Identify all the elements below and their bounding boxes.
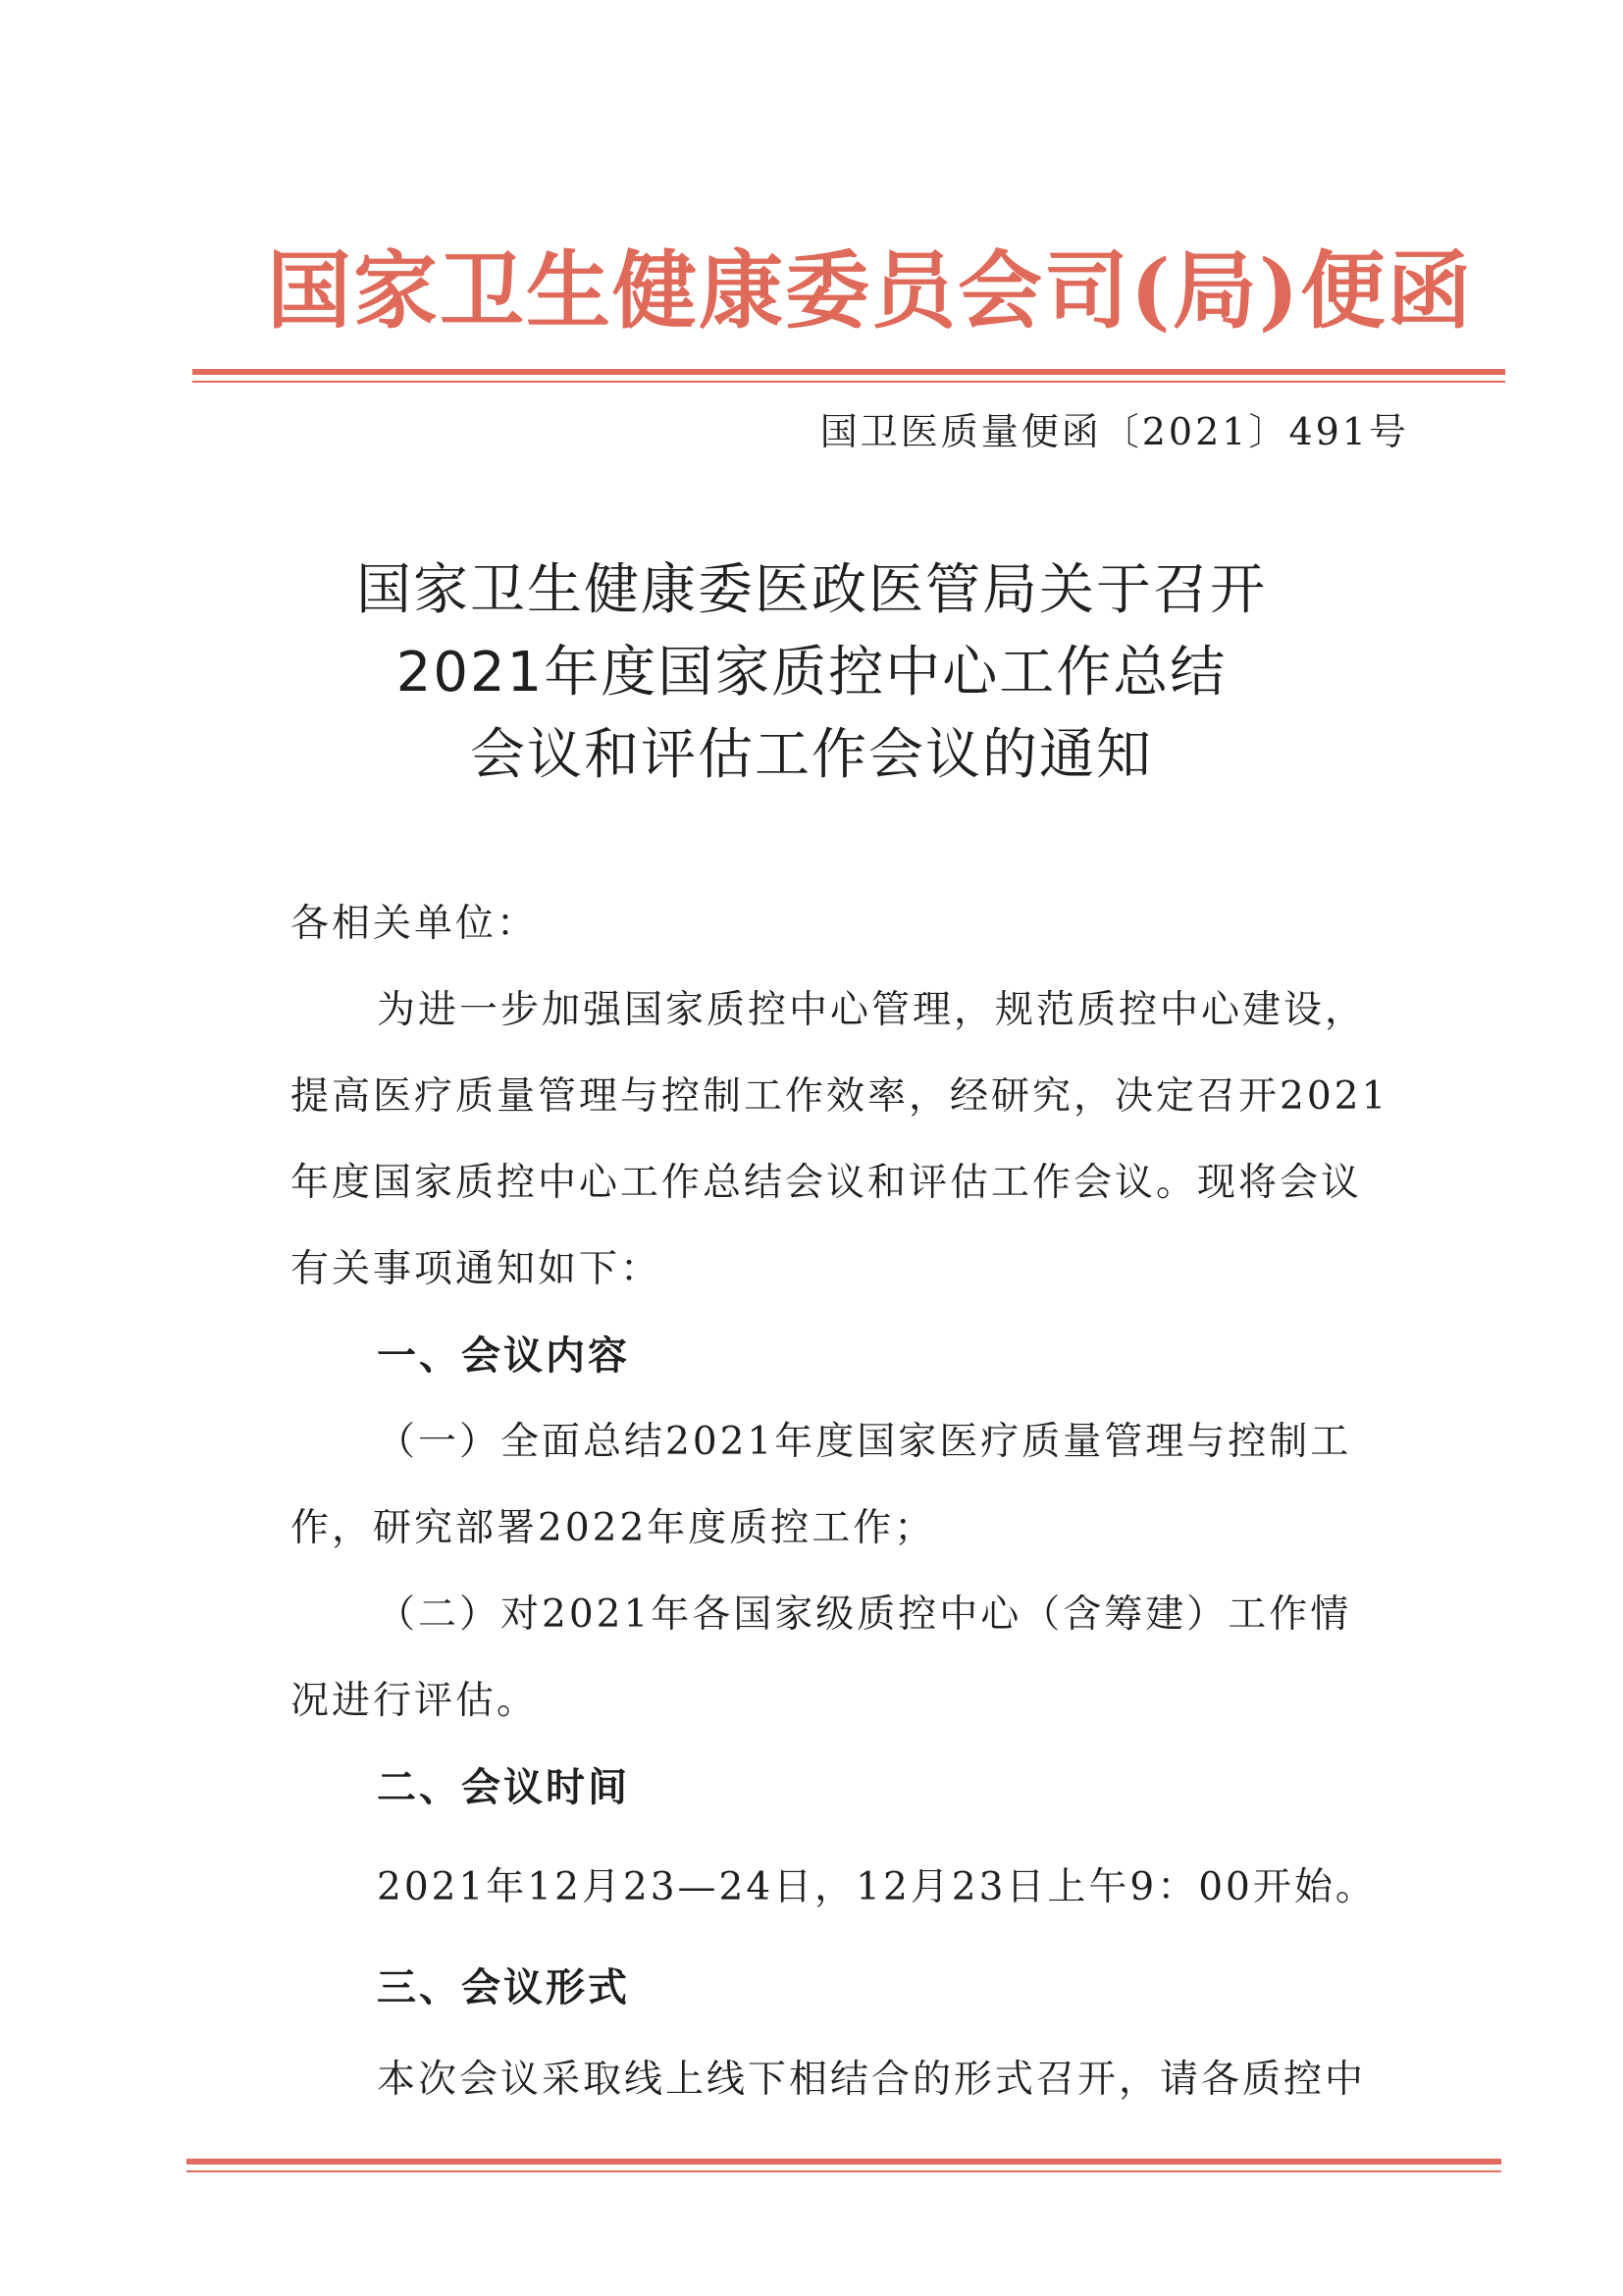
masthead-rule-thin — [192, 381, 1505, 383]
content-item-line: 况进行评估。 — [290, 1679, 539, 1723]
footer-rule-thin — [186, 2170, 1501, 2172]
content-item-line: （二）对2021年各国家级质控中心（含筹建）工作情 — [377, 1592, 1352, 1637]
footer-rule-thick — [186, 2159, 1501, 2165]
salutation: 各相关单位： — [290, 902, 539, 946]
intro-paragraph-line: 为进一步加强国家质控中心管理，规范质控中心建设， — [377, 988, 1367, 1032]
document-number: 国卫医质量便函〔2021〕491号 — [819, 410, 1409, 453]
masthead-rule-thick — [192, 369, 1505, 375]
section-heading-format: 三、会议形式 — [377, 1965, 630, 2010]
meeting-format: 本次会议采取线上线下相结合的形式召开，请各质控中 — [377, 2058, 1367, 2102]
intro-paragraph-line: 提高医疗质量管理与控制工作效率，经研究，决定召开2021 — [290, 1074, 1389, 1119]
masthead-title: 国家卫生健康委员会司(局)便函 — [267, 241, 1474, 340]
document-title-line: 2021年度国家质控中心工作总结 — [395, 641, 1228, 704]
section-heading-time: 二、会议时间 — [377, 1765, 630, 1810]
document-title-line: 会议和评估工作会议的通知 — [470, 723, 1153, 787]
intro-paragraph-line: 有关事项通知如下： — [290, 1247, 662, 1291]
document-title-line: 国家卫生健康委医政医管局关于召开 — [356, 558, 1267, 622]
section-heading-content: 一、会议内容 — [377, 1333, 630, 1379]
content-item-line: 作，研究部署2022年度质控工作； — [290, 1506, 936, 1550]
document-title — [196, 549, 1427, 797]
content-item-line: （一）全面总结2021年度国家医疗质量管理与控制工 — [377, 1420, 1352, 1464]
intro-paragraph-line: 年度国家质控中心工作总结会议和评估工作会议。现将会议 — [290, 1161, 1363, 1205]
meeting-time: 2021年12月23—24日，12月23日上午9：00开始。 — [377, 1865, 1377, 1909]
